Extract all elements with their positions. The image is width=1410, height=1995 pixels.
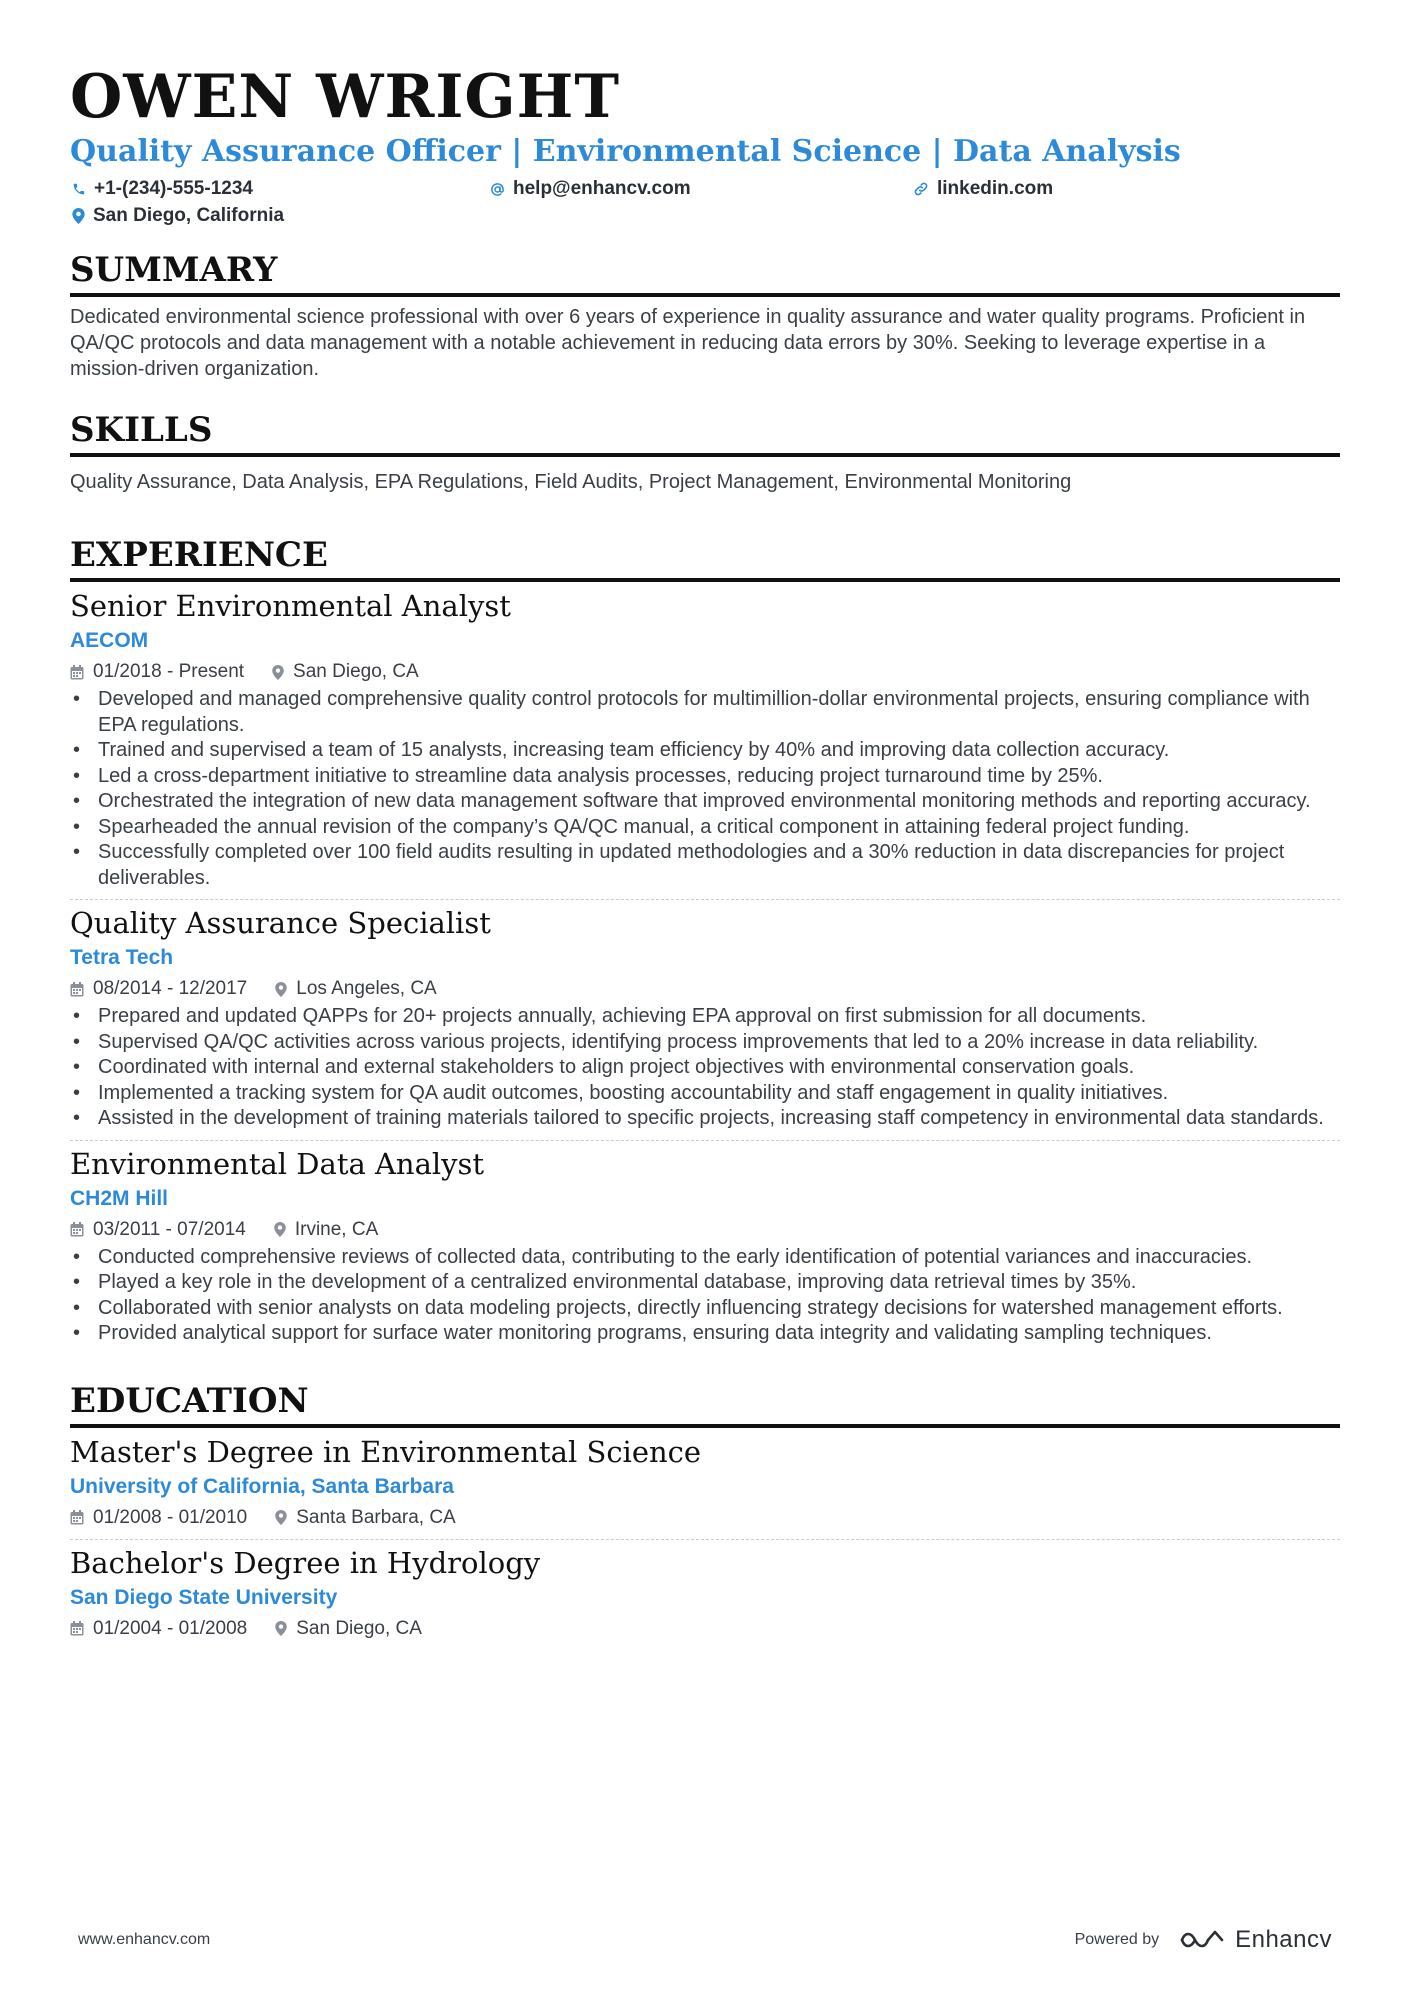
linkedin-text: linkedin.com xyxy=(937,178,1054,199)
job-bullet: • Orchestrated the integration of new data management software that improved environmental monitoring methods and reporting accuracy. xyxy=(70,789,1340,815)
job-meta xyxy=(70,1215,1340,1245)
powered-by-label: Powered by xyxy=(1074,1931,1160,1948)
job-company: CH2M Hill xyxy=(70,1186,169,1210)
enhancv-logo-icon xyxy=(1179,1928,1225,1952)
job-role: Senior Environmental Analyst xyxy=(70,589,511,623)
skills-text: Quality Assurance, Data Analysis, EPA Regulations, Field Audits, Project Management, Environmental Monitoring xyxy=(70,471,1072,493)
at-icon xyxy=(490,182,505,197)
enhancv-brand[interactable] xyxy=(1179,1926,1332,1954)
job-bullet: • Conducted comprehensive reviews of collected data, contributing to the early identification of potential variances and inaccuracies. xyxy=(70,1245,1340,1271)
school-name: San Diego State University xyxy=(70,1585,338,1609)
skills-section xyxy=(70,410,1340,495)
experience-heading: EXPERIENCE xyxy=(70,535,1340,582)
experience-entry xyxy=(70,904,1340,1132)
job-location xyxy=(274,1215,378,1245)
job-meta xyxy=(70,974,1340,1004)
job-bullet: • Developed and managed comprehensive quality control protocols for multimillion-dollar environmental projects, ensuring compliance with EPA regulations. xyxy=(70,687,1340,738)
job-bullets xyxy=(70,687,1340,891)
location-pin-icon xyxy=(275,1621,287,1636)
job-bullet: • Led a cross-department initiative to streamline data analysis processes, reducing project turnaround time by 25%. xyxy=(70,764,1340,790)
education-meta xyxy=(70,1503,1340,1533)
job-bullet: • Spearheaded the annual revision of the company’s QA/QC manual, a critical component in attaining federal project funding. xyxy=(70,815,1340,841)
location-pin-icon xyxy=(72,208,85,224)
job-bullet: • Successfully completed over 100 field audits resulting in updated methodologies and a 30% reduction in data discrepancies for project deliverables. xyxy=(70,840,1340,891)
calendar-icon xyxy=(70,982,84,997)
education-entry xyxy=(70,1433,1340,1533)
job-location xyxy=(272,657,419,687)
brand-name: Enhancv xyxy=(1235,1926,1332,1953)
candidate-name: OWEN WRIGHT xyxy=(70,62,621,132)
job-bullet: • Provided analytical support for surface water monitoring programs, ensuring data integrity and validating sampling techniques. xyxy=(70,1321,1340,1347)
job-bullets xyxy=(70,1245,1340,1347)
footer-website-link[interactable]: www.enhancv.com xyxy=(78,1931,211,1948)
job-dates-text: 01/2018 - Present xyxy=(93,661,245,682)
education-section xyxy=(70,1381,1340,1644)
job-role: Environmental Data Analyst xyxy=(70,1146,485,1181)
location-text: San Diego, California xyxy=(93,205,285,226)
education-location-text: Santa Barbara, CA xyxy=(296,1506,456,1528)
page-footer xyxy=(78,1920,1332,1960)
phone-text: +1-(234)-555-1234 xyxy=(94,178,253,199)
job-location-text: Los Angeles, CA xyxy=(296,978,437,999)
entry-divider xyxy=(70,1140,1340,1141)
location-pin-icon xyxy=(275,1510,287,1525)
summary-section xyxy=(70,250,1340,382)
location-pin-icon xyxy=(274,1222,286,1237)
summary-heading: SUMMARY xyxy=(70,250,1340,297)
email-text: help@enhancv.com xyxy=(513,178,691,199)
job-bullet: • Assisted in the development of training materials tailored to specific projects, increasing staff competency in environmental data standards. xyxy=(70,1106,1340,1132)
job-company: AECOM xyxy=(70,629,149,652)
degree-title: Bachelor's Degree in Hydrology xyxy=(70,1545,541,1580)
job-location-text: Irvine, CA xyxy=(294,1218,379,1240)
calendar-icon xyxy=(70,1222,84,1237)
education-meta xyxy=(70,1614,1340,1644)
education-location-text: San Diego, CA xyxy=(296,1617,422,1639)
experience-entry xyxy=(70,1145,1340,1347)
entry-divider xyxy=(70,899,1340,900)
job-bullets xyxy=(70,1004,1340,1132)
education-heading: EDUCATION xyxy=(70,1381,1340,1428)
education-location xyxy=(275,1614,422,1644)
location-pin-icon xyxy=(272,665,284,680)
education-dates-text: 01/2004 - 01/2008 xyxy=(93,1617,248,1639)
education-dates xyxy=(70,1503,247,1533)
summary-text: Dedicated environmental science professional with over 6 years of experience in quality assurance and water quality programs. Proficient in QA/QC protocols and data management with a notable achievement in reducing data errors by 30%. Seeking to leverage expertise in a mission-driven organization. xyxy=(70,306,1306,380)
degree-title: Master's Degree in Environmental Science xyxy=(70,1434,702,1469)
job-location-text: San Diego, CA xyxy=(293,661,419,682)
job-bullet: • Coordinated with internal and external stakeholders to align project objectives with environmental conservation goals. xyxy=(70,1055,1340,1081)
job-meta xyxy=(70,657,1340,687)
location-pin-icon xyxy=(275,982,287,997)
job-dates xyxy=(70,657,244,687)
job-bullet: • Trained and supervised a team of 15 analysts, increasing team efficiency by 40% and improving data collection accuracy. xyxy=(70,738,1340,764)
candidate-title: Quality Assurance Officer | Environmental Science | Data Analysis xyxy=(70,134,1181,169)
skills-heading: SKILLS xyxy=(70,410,1340,457)
job-company: Tetra Tech xyxy=(70,946,174,969)
job-dates xyxy=(70,1215,246,1245)
experience-section xyxy=(70,535,1340,1347)
powered-by xyxy=(1075,1926,1332,1954)
link-icon xyxy=(913,181,929,197)
calendar-icon xyxy=(70,1510,84,1525)
education-location xyxy=(275,1503,455,1533)
entry-divider xyxy=(70,1539,1340,1540)
job-dates xyxy=(70,974,247,1004)
contact-linkedin[interactable] xyxy=(913,176,1053,202)
job-bullet: • Implemented a tracking system for QA audit outcomes, boosting accountability and staff engagement in quality initiatives. xyxy=(70,1081,1340,1107)
contact-email[interactable] xyxy=(490,176,691,202)
contact-location xyxy=(72,203,284,229)
job-bullet: • Collaborated with senior analysts on data modeling projects, directly influencing strategy decisions for watershed management efforts. xyxy=(70,1296,1340,1322)
school-name: University of California, Santa Barbara xyxy=(70,1474,454,1498)
education-dates-text: 01/2008 - 01/2010 xyxy=(93,1506,248,1528)
contact-phone[interactable] xyxy=(72,176,253,202)
experience-entry xyxy=(70,587,1340,891)
calendar-icon xyxy=(70,1621,84,1636)
job-location xyxy=(275,974,436,1004)
job-bullet: • Played a key role in the development of a centralized environmental database, improving data retrieval times by 35%. xyxy=(70,1270,1340,1296)
calendar-icon xyxy=(70,665,84,680)
job-dates-text: 08/2014 - 12/2017 xyxy=(93,978,248,999)
contact-info xyxy=(70,176,1340,232)
phone-icon xyxy=(72,182,86,196)
job-bullet: • Supervised QA/QC activities across various projects, identifying process improvements that led to a 20% increase in data reliability. xyxy=(70,1030,1340,1056)
job-dates-text: 03/2011 - 07/2014 xyxy=(93,1218,246,1240)
job-bullet: • Prepared and updated QAPPs for 20+ projects annually, achieving EPA approval on first submission for all documents. xyxy=(70,1004,1340,1030)
education-dates xyxy=(70,1614,247,1644)
job-role: Quality Assurance Specialist xyxy=(70,906,491,940)
education-entry xyxy=(70,1544,1340,1644)
